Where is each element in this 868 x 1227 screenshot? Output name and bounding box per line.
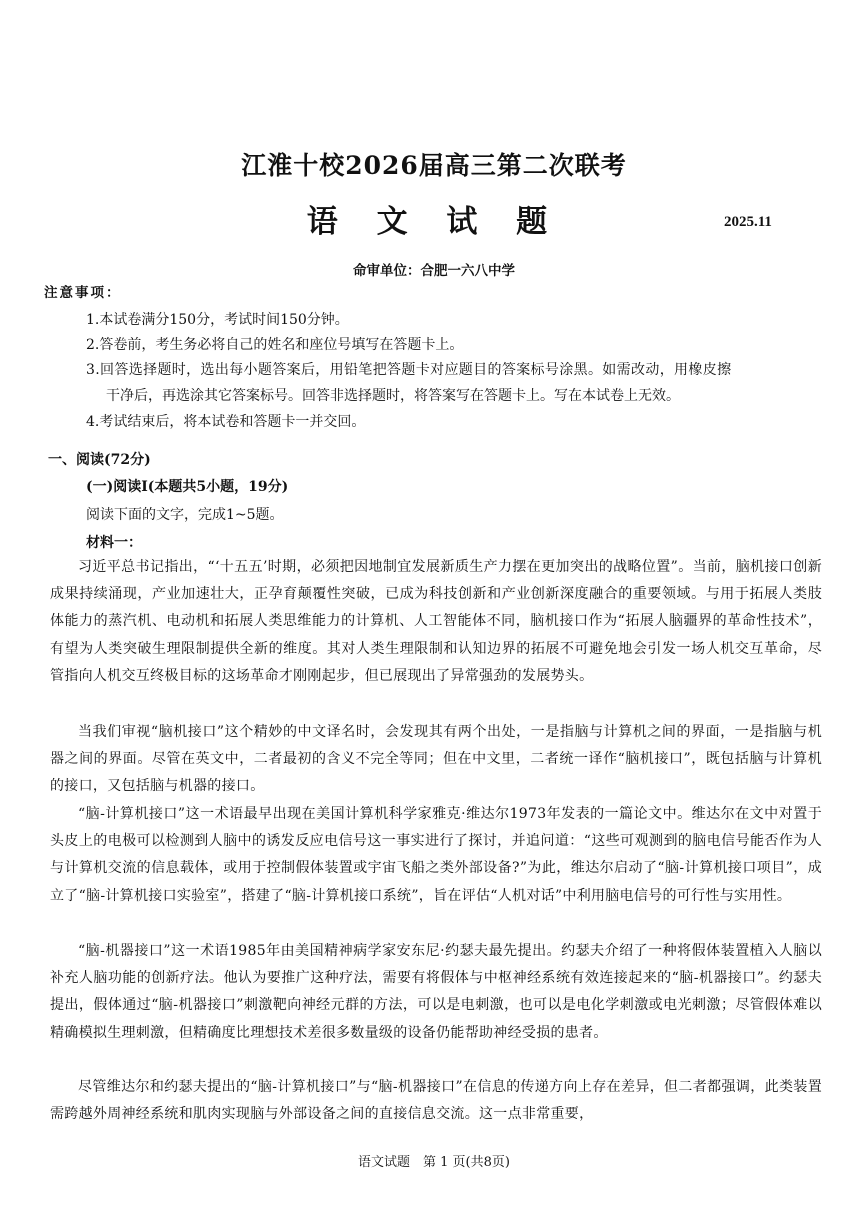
paragraph: 尽管维达尔和约瑟夫提出的“脑-计算机接口”与“脑-机器接口”在信息的传递方向上存在差异，但二者都强调，此类装置需跨越外周神经系统和肌肉实现脑与外部设备之间的直接信息交流。这一点非常重要， (50, 1079, 822, 1123)
notice-heading: 注意事项： (44, 285, 122, 301)
instruction: 阅读下面的文字，完成1~5题。 (86, 507, 284, 523)
paragraph: 当我们审视“脑机接口”这个精妙的中文译名时，会发现其有两个出处，一是指脑与计算机之间的界面，一是指脑与机器之间的界面。尽管在英文中，二者最初的含义不完全等同；但在中文里，二者统一译作“脑机接口”，既包括脑与计算机的接口，又包括脑与机器的接口。 (50, 724, 822, 795)
paragraph: “脑-机器接口”这一术语1985年由美国精神病学家安东尼·约瑟夫最先提出。约瑟夫介绍了一种将假体装置植入人脑以补充人脑功能的创新疗法。他认为要推广这种疗法，需要有将假体与中枢神经系统有效连接起来的“脑-机器接口”。约瑟夫提出，假体通过“脑-机器接口”刺激靶向神经元群的方法，可以是电刺激，也可以是电化学刺激或电光刺激；尽管假体难以精确模拟生理刺激，但精确度比理想技术差很多数量级的设备仍能帮助神经受损的患者。 (50, 943, 822, 1041)
paragraph: “脑-计算机接口”这一术语最早出现在美国计算机科学家雅克·维达尔1973年发表的一篇论文中。维达尔在文中对置于头皮上的电极可以检测到人脑中的诱发反应电信号这一事实进行了探讨，并追问道：“这些可观测到的脑电信号能否作为人与计算机交流的信息载体，或用于控制假体装置或宇宙飞船之类外部设备?”为此，维达尔启动了“脑-计算机接口项目”，成立了“脑-计算机接口实验室”，搭建了“脑-计算机接口系统”，旨在评估“人机对话”中利用脑电信号的可行性与实用性。 (50, 806, 822, 904)
section-heading: 一、阅读(72分) (48, 452, 151, 468)
exam-subject: 语 文 试 题 (306, 204, 562, 240)
part-heading: (一)阅读Ⅰ(本题共5小题，19分) (86, 479, 289, 495)
notice-item: 1.本试卷满分150分，考试时间150分钟。 (86, 312, 349, 328)
material-label: 材料一： (86, 535, 142, 551)
page-footer: 语文试题 第 1 页(共8页) (358, 1155, 510, 1170)
paragraph: 习近平总书记指出，“‘十五五’时期，必须把因地制宜发展新质生产力摆在更加突出的战略位置”。当前，脑机接口创新成果持续涌现，产业加速壮大，正孕育颠覆性突破，已成为科技创新和产业创新深度融合的重要领域。与用于拓展人类肢体能力的蒸汽机、电动机和拓展人类思维能力的计算机、人工智能体不同，脑机接口作为“拓展人脑疆界的革命性技术”，有望为人类突破生理限制提供全新的维度。其对人类生理限制和认知边界的拓展不可避免地会引发一场人机交互革命，尽管指向人机交互终极目标的这场革命才刚刚起步，但已展现出了异常强劲的发展势头。 (50, 559, 822, 684)
notice-item: 干净后，再选涂其它答案标号。回答非选择题时，将答案写在答题卡上。写在本试卷上无效。 (106, 388, 680, 404)
notice-item: 2.答卷前，考生务必将自己的姓名和座位号填写在答题卡上。 (86, 337, 464, 353)
notice-item: 3.回答选择题时，选出每小题答案后，用铅笔把答题卡对应题目的答案标号涂黑。如需改动，用橡皮擦 (86, 362, 732, 378)
setting-unit: 命审单位：合肥一六八中学 (353, 263, 515, 279)
notice-item: 4.考试结束后，将本试卷和答题卡一并交回。 (86, 414, 366, 430)
exam-date: 2025.11 (724, 214, 772, 230)
exam-title: 江淮十校2026届高三第二次联考 (241, 151, 627, 180)
